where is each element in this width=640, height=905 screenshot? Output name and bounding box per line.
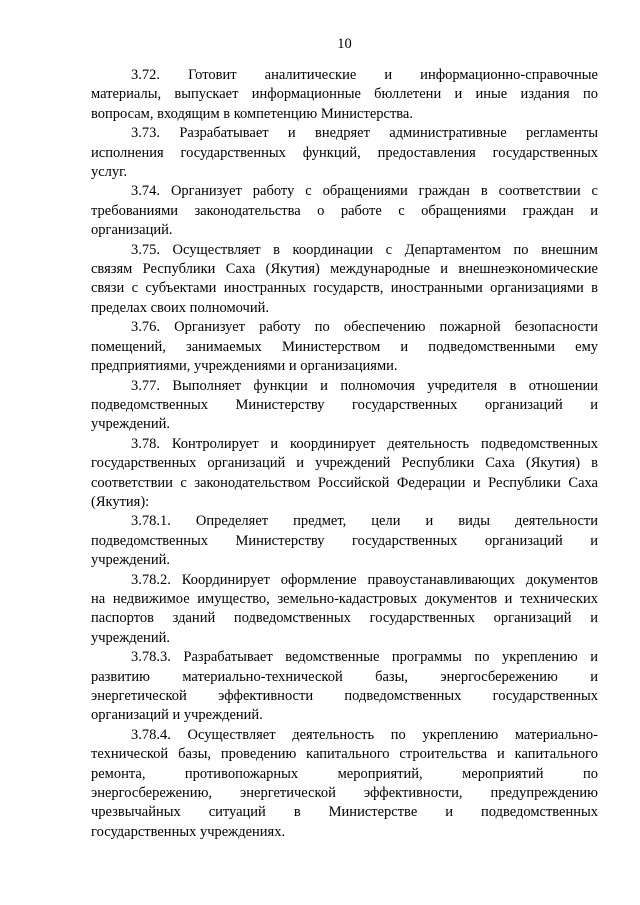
clause-line: 3.74. Организует работу с обращениями граждан в соответствии с	[131, 183, 598, 200]
clause-3-74	[91, 182, 598, 240]
clause-line: вопросам, входящим в компетенцию Министерства.	[91, 105, 413, 122]
clause-line: пределах своих полномочий.	[91, 299, 269, 316]
document-body	[91, 66, 598, 842]
clause-line: 3.78.4. Осуществляет деятельность по укреплению материально-	[131, 726, 598, 743]
clause-3-75	[91, 241, 598, 319]
clause-line: энергосбережению, энергетической эффективности, предупреждению	[91, 785, 598, 802]
clause-3-73	[91, 124, 598, 182]
page-number: 10	[337, 36, 352, 52]
clause-line: 3.72. Готовит аналитические и информационно-справочные	[131, 67, 598, 83]
clause-3-77	[91, 377, 598, 435]
clause-3-78-2	[91, 571, 598, 649]
clause-line: организаций и учреждений.	[91, 707, 263, 724]
clause-3-72	[91, 66, 598, 124]
clause-line: (Якутия):	[91, 493, 150, 510]
clause-line: технической базы, проведению капитального строительства и капитального	[91, 746, 598, 763]
clause-line: требованиями законодательства о работе с обращениями граждан и	[91, 202, 598, 219]
clause-line: соответствии с законодательством Российской Федерации и Республики Саха	[91, 474, 598, 491]
clause-line: паспортов зданий подведомственных государственных организаций и	[91, 610, 598, 627]
clause-line: исполнения государственных функций, предоставления государственных	[91, 144, 598, 161]
clause-line: подведомственных Министерству государственных организаций и	[91, 532, 598, 549]
clause-line: 3.75. Осуществляет в координации с Департаментом по внешним	[131, 241, 598, 258]
clause-3-78-3	[91, 648, 598, 726]
clause-line: 3.78.3. Разрабатывает ведомственные программы по укреплению и	[131, 649, 598, 666]
clause-line: чрезвычайных ситуаций в Министерстве и подведомственных	[91, 804, 598, 821]
clause-line: 3.78.1. Определяет предмет, цели и виды деятельности	[131, 513, 598, 530]
clause-line: на недвижимое имущество, земельно-кадастровых документов и технических	[91, 590, 598, 607]
clause-3-78-4	[91, 726, 598, 842]
clause-line: развитию материально-технической базы, энергосбережению и	[91, 668, 598, 685]
clause-line: 3.78. Контролирует и координирует деятельность подведомственных	[131, 435, 598, 452]
clause-line: 3.76. Организует работу по обеспечению пожарной безопасности	[131, 319, 598, 336]
clause-line: услуг.	[91, 164, 128, 181]
clause-line: подведомственных Министерству государственных организаций и	[91, 396, 598, 413]
clause-line: государственных организаций и учреждений Республики Саха (Якутия) в	[91, 455, 598, 472]
clause-line: 3.78.2. Координирует оформление правоустанавливающих документов	[131, 571, 598, 588]
clause-line: материалы, выпускает информационные бюллетени и иные издания по	[91, 86, 598, 103]
clause-line: учреждений.	[91, 416, 170, 433]
clause-line: энергетической эффективности подведомственных государственных	[91, 688, 598, 704]
clause-3-76	[91, 318, 598, 376]
clause-line: учреждений.	[91, 629, 170, 646]
clause-3-78-1	[91, 512, 598, 570]
clause-line: предприятиями, учреждениями и организациями.	[91, 358, 398, 375]
clause-3-78	[91, 435, 598, 513]
clause-line: 3.73. Разрабатывает и внедряет административные регламенты	[131, 125, 598, 142]
clause-line: организаций.	[91, 222, 173, 239]
clause-line: ремонта, противопожарных мероприятий, мероприятий по	[91, 765, 598, 782]
clause-line: 3.77. Выполняет функции и полномочия учредителя в отношении	[131, 377, 598, 394]
clause-line: связям Республики Саха (Якутия) международные и внешнеэкономические	[91, 261, 598, 278]
clause-line: помещений, занимаемых Министерством и подведомственными ему	[91, 338, 598, 355]
clause-line: государственных учреждениях.	[91, 823, 286, 840]
clause-line: учреждений.	[91, 552, 170, 569]
clause-line: связи с субъектами иностранных государств, иностранными организациями в	[91, 280, 598, 297]
